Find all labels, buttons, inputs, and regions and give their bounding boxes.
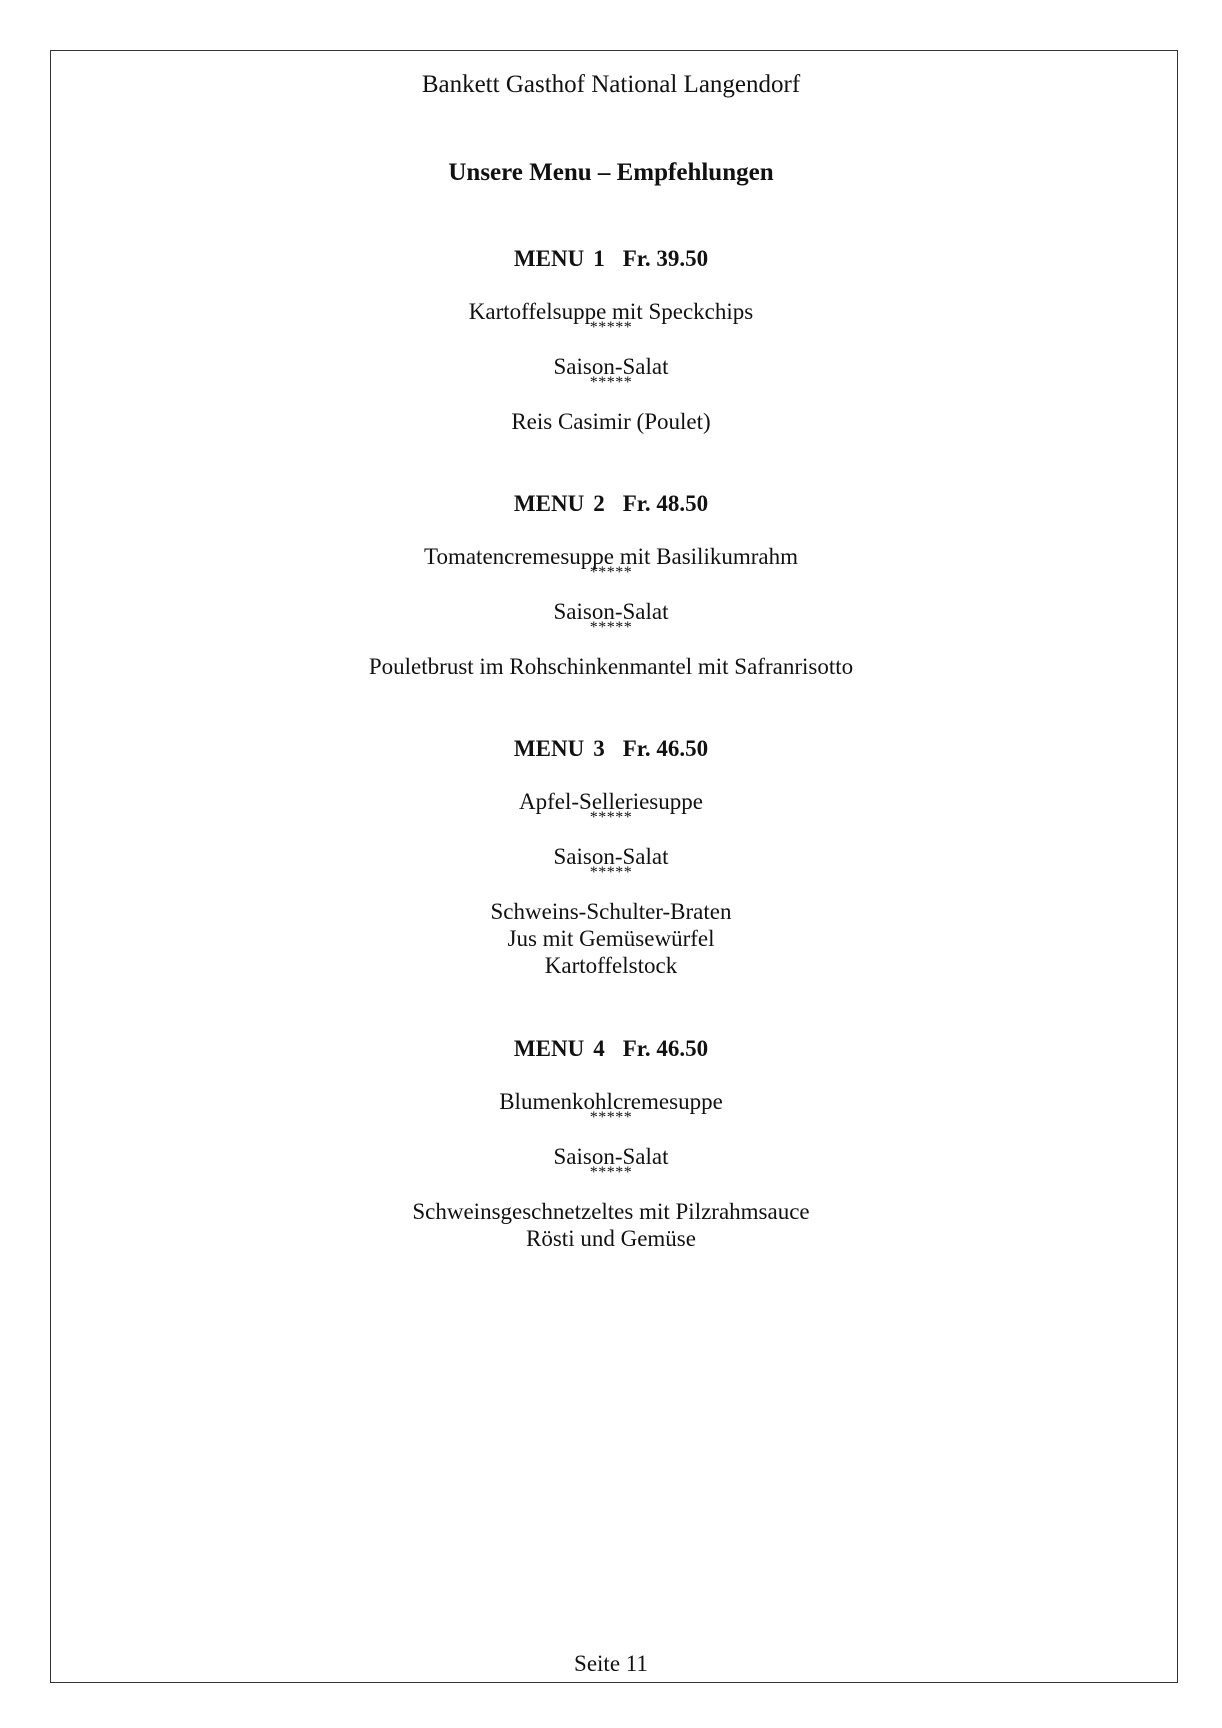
menu-courses [0,1088,1222,1252]
main-course: Reis Casimir (Poulet) [511,409,711,434]
salad-course: Saison-Salat [553,354,669,379]
course-separator: ***** [589,619,633,636]
course-separator: ***** [589,1164,633,1181]
menu-price: Fr. 46.50 [622,736,709,761]
menu-number: 3 [593,736,605,761]
course-separator: ***** [589,1109,633,1126]
soup-course: Apfel-Selleriesuppe [519,789,703,814]
menu-courses [0,298,1222,435]
menu-price: Fr. 39.50 [622,246,709,271]
course-separator: ***** [589,809,633,826]
main-course-side: Kartoffelstock [544,953,678,978]
course-separator: ***** [589,564,633,581]
course-separator: ***** [589,864,633,881]
menu-label: MENU [513,491,585,516]
main-course: Schweinsgeschnetzeltes mit Pilzrahmsauce [412,1199,810,1224]
menu-price: Fr. 46.50 [622,1036,709,1061]
menu-number: 2 [593,491,605,516]
salad-course: Saison-Salat [553,844,669,869]
menu-number: 4 [593,1036,605,1061]
main-course-side: Jus mit Gemüsewürfel [507,926,715,951]
main-course: Pouletbrust im Rohschinkenmantel mit Safranrisotto [368,654,854,679]
menu-heading [0,734,1222,764]
menu-3 [0,734,1222,979]
menu-2 [0,489,1222,680]
menu-price: Fr. 48.50 [622,491,709,516]
menu-courses [0,543,1222,680]
menu-4 [0,1034,1222,1252]
menu-1 [0,244,1222,435]
menu-label: MENU [513,1036,585,1061]
course-separator: ***** [589,374,633,391]
menu-number: 1 [593,246,605,271]
page-title: Unsere Menu – Empfehlungen [448,159,774,186]
menu-heading [0,489,1222,519]
menu-heading [0,1034,1222,1064]
restaurant-header: Bankett Gasthof National Langendorf [421,71,801,98]
main-course: Schweins-Schulter-Braten [490,899,732,924]
course-separator: ***** [589,319,633,336]
menu-courses [0,788,1222,979]
menu-label: MENU [513,246,585,271]
salad-course: Saison-Salat [553,599,669,624]
page-number: Seite 11 [574,1651,648,1676]
soup-course: Blumenkohlcremesuppe [499,1089,723,1114]
menu-heading [0,244,1222,274]
soup-course: Tomatencremesuppe mit Basilikumrahm [424,544,798,569]
soup-course: Kartoffelsuppe mit Speckchips [468,299,754,324]
main-course-side: Rösti und Gemüse [526,1226,696,1251]
menu-label: MENU [513,736,585,761]
salad-course: Saison-Salat [553,1144,669,1169]
